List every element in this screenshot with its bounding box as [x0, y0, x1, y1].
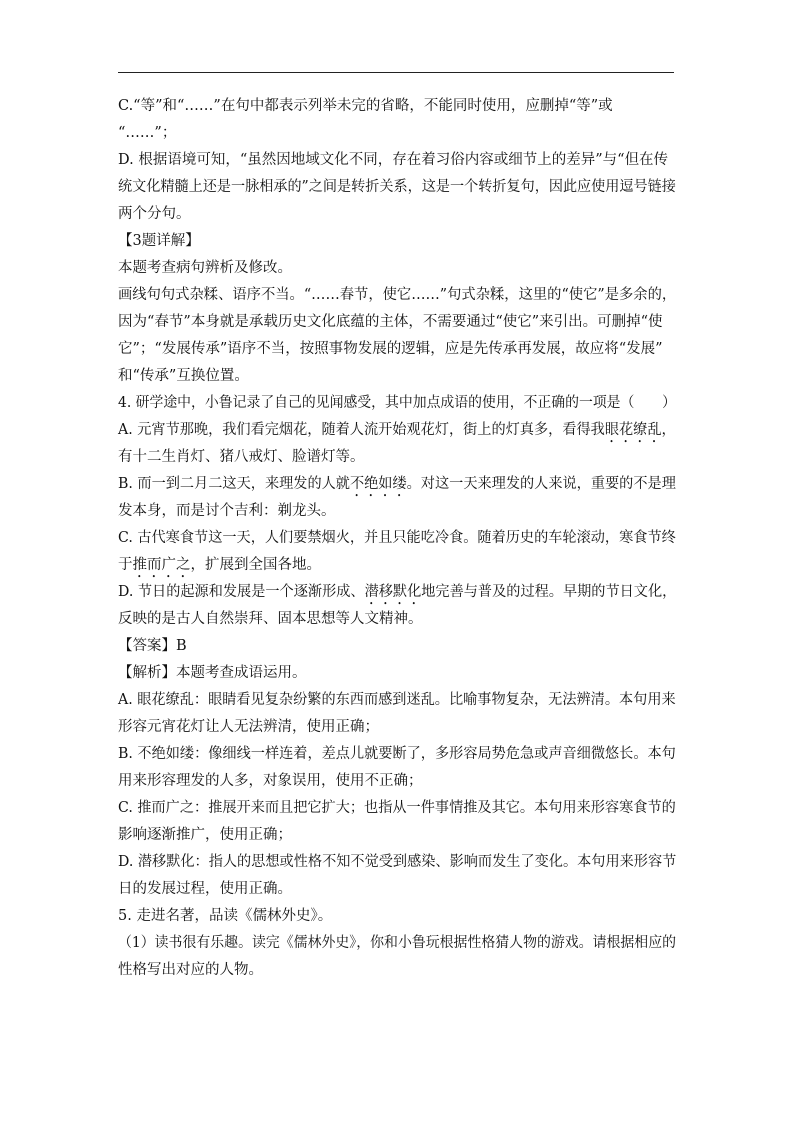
- q4-answer: 【答案】B: [118, 638, 187, 654]
- option-d-explanation: D. 根据语境可知，“虽然因地域文化不同，存在着习俗内容或细节上的差异”与“但在传: [118, 152, 669, 168]
- q5-sub1-cont: 性格写出对应的人物。: [118, 962, 263, 978]
- option-text: 于: [118, 557, 133, 573]
- q3-detail-heading: 【3题详解】: [118, 233, 200, 249]
- option-text: ，: [661, 422, 676, 438]
- q4-analysis-b-cont: 用来形容理发的人多，对象误用，使用不正确；: [118, 773, 423, 789]
- q3-analysis-end: 和“传承”互换位置。: [118, 368, 249, 384]
- q4-analysis-a-cont: 形容元宵花灯让人无法辨清，使用正确；: [118, 719, 379, 735]
- q4-analysis-b: B. 不绝如缕：像细线一样连着，差点儿就要断了，多形容局势危急或声音细微悠长。本句: [118, 746, 676, 762]
- q4-analysis-heading: 【解析】本题考查成语运用。: [118, 665, 307, 681]
- q4-analysis-c-cont: 影响逐渐推广，使用正确；: [118, 827, 292, 843]
- q3-analysis-cont: 因为“春节”本身就是承载历史文化底蕴的主体，不需要通过“使它”来引出。可删掉“使: [118, 314, 663, 330]
- q4-option-c-cont: [118, 555, 321, 581]
- header-rule: [118, 72, 674, 73]
- q4-option-a: [118, 420, 676, 446]
- q4-option-d-cont: 反映的是古人自然崇拜、固本思想等人文精神。: [118, 611, 423, 627]
- q4-analysis-d: D. 潜移默化：指人的思想或性格不知不觉受到感染、影响而发生了变化。本句用来形容节: [118, 854, 677, 870]
- option-c-explanation-cont: “……”；: [118, 125, 177, 141]
- q4-stem: 4. 研学途中，小鲁记录了自己的见闻感受，其中加点成语的使用，不正确的一项是（ ）: [118, 395, 676, 411]
- q4-option-b-cont: 发本身，而是讨个吉利：剃龙头。: [118, 503, 336, 519]
- option-text: A. 元宵节那晚，我们看完烟花，随着人流开始观花灯，街上的灯真多，看得我: [118, 422, 605, 438]
- option-text: 。对这一天来理发的人来说，重要的不是理: [406, 476, 676, 492]
- option-c-explanation: C.“等”和“……”在句中都表示列举未完的省略，不能同时使用，应删掉“等”或: [118, 98, 613, 114]
- q3-analysis: 画线句句式杂糅、语序不当。“……春节，使它……”句式杂糅，这里的“使它”是多余的，: [118, 287, 677, 303]
- q4-analysis-c: C. 推而广之：推展开来而且把它扩大；也指从一件事情推及其它。本句用来形容寒食节的: [118, 800, 676, 816]
- q5-stem: 5. 走进名著，品读《儒林外史》。: [118, 908, 333, 924]
- q4-option-c: C. 古代寒食节这一天，人们要禁烟火，并且只能吃冷食。随着历史的车轮滚动，寒食节终: [118, 530, 676, 546]
- dotted-idiom: 眼花缭乱: [604, 422, 662, 438]
- q4-analysis-a: A. 眼花缭乱：眼睛看见复杂纷繁的东西而感到迷乱。比喻事物复杂，无法辨清。本句用来: [118, 692, 676, 708]
- q4-option-b: [118, 474, 676, 500]
- q4-analysis-d-cont: 日的发展过程，使用正确。: [118, 881, 292, 897]
- option-d-explanation-end: 两个分句。: [118, 206, 191, 222]
- dotted-idiom: 推而广之: [132, 557, 191, 573]
- option-text: D. 节日的起源和发展是一个逐渐形成、: [118, 584, 365, 600]
- option-text: ，扩展到全国各地。: [190, 557, 321, 573]
- q3-topic: 本题考查病句辨析及修改。: [118, 260, 292, 276]
- option-d-explanation-cont: 统文化精髓上还是一脉相承的”之间是转折关系，这是一个转折复句，因此应使用逗号链接: [118, 179, 676, 195]
- option-text: 地完善与普及的过程。早期的节日文化，: [421, 584, 677, 600]
- q3-analysis-cont: 它”；“发展传承”语序不当，按照事物发展的逻辑，应是先传承再发展，故应将“发展”: [118, 341, 663, 357]
- q5-sub1: （1）读书很有乐趣。读完《儒林外史》，你和小鲁玩根据性格猜人物的游戏。请根据相应的: [118, 935, 677, 951]
- dotted-idiom: 不绝如缕: [349, 476, 407, 492]
- option-text: B. 而一到二月二这天，来理发的人就: [118, 476, 350, 492]
- dotted-idiom: 潜移默化: [364, 584, 422, 600]
- q4-option-a-cont: 有十二生肖灯、猪八戒灯、脸谱灯等。: [118, 449, 365, 465]
- q4-option-d: [118, 582, 676, 608]
